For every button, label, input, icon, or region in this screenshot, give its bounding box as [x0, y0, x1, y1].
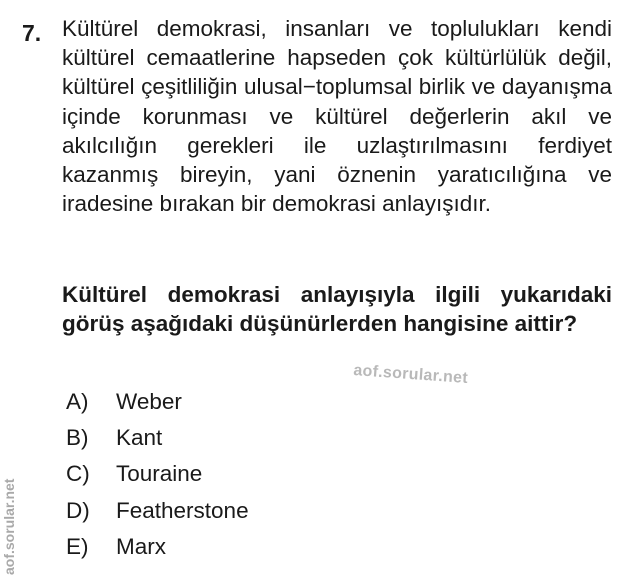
answer-options: [66, 384, 249, 565]
option-letter: E): [66, 533, 89, 559]
option-text: Marx: [116, 533, 166, 559]
question-stem: Kültürel demokrasi, insanları ve toplulukları kendi kültürel cemaatlerine hapseden çok kültürlülük değil, kültürel çeşitliliğin ulusal−toplumsal birlik ve dayanışma içinde korunması ve kültürel değerlerin akıl ve akılcılığın gerekleri ile uzlaştırılmasını ferdiyet kazanmış bireyin, yani öznenin yaratıcılığına ve iradesine bırakan bir demokrasi anlayışıdır.: [62, 16, 612, 217]
option-text: Kant: [116, 425, 163, 451]
option-letter: D): [66, 497, 90, 523]
watermark-center: aof.sorular.net: [352, 362, 469, 387]
option-text: Featherstone: [116, 497, 249, 523]
question-prompt: Kültürel demokrasi anlayışıyla ilgili yukarıdaki görüş aşağıdaki düşünürlerden hangisine aittir?: [62, 282, 612, 337]
option-letter: A): [66, 389, 89, 415]
option-text: Touraine: [116, 461, 203, 487]
option-c[interactable]: [66, 456, 249, 492]
question-number: 7.: [22, 20, 42, 46]
option-letter: B): [66, 425, 89, 451]
option-letter: C): [66, 461, 90, 487]
option-b[interactable]: [66, 420, 249, 456]
option-d[interactable]: [66, 493, 249, 529]
option-a[interactable]: [66, 384, 249, 420]
option-text: Weber: [116, 389, 182, 415]
option-e[interactable]: [66, 529, 249, 565]
watermark-side: aof.sorular.net: [1, 478, 17, 575]
